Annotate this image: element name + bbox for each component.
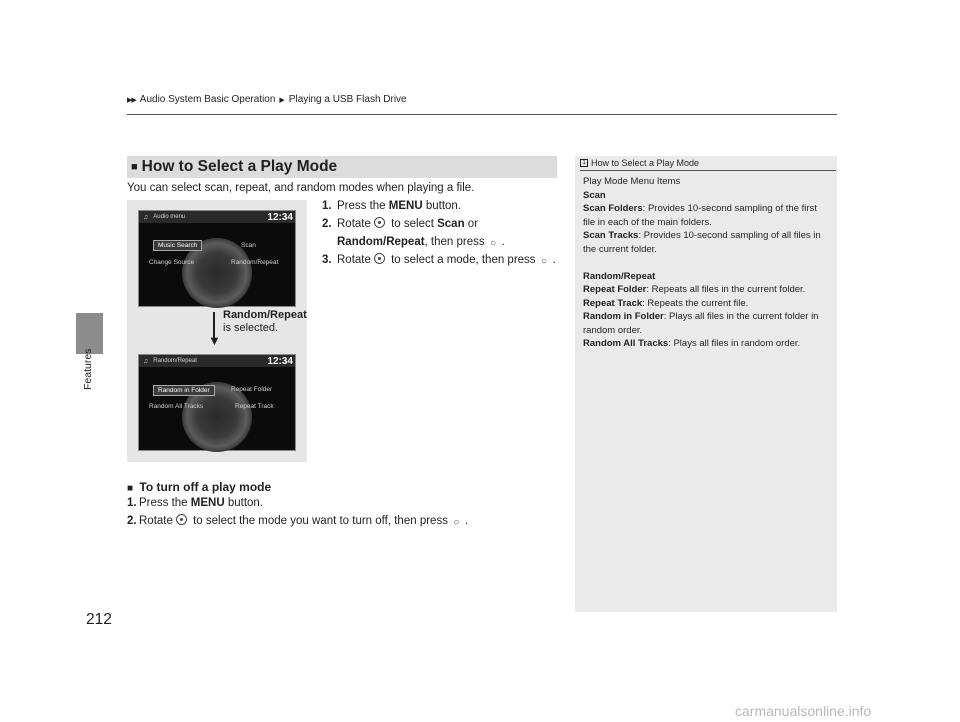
menu-repeat-track[interactable]: Repeat Track bbox=[235, 403, 274, 410]
arrow-down-icon: ▼ bbox=[208, 333, 221, 348]
selector-knob-icon bbox=[374, 217, 385, 228]
breadcrumb-current: Playing a USB Flash Drive bbox=[288, 94, 407, 105]
press-knob-icon: ○ bbox=[453, 517, 460, 528]
menu-scan[interactable]: Scan bbox=[241, 242, 256, 249]
random-repeat-screen bbox=[138, 354, 296, 451]
turn-off-steps bbox=[127, 494, 468, 530]
menu-change-source[interactable]: Change Source bbox=[149, 259, 195, 266]
header-divider bbox=[127, 114, 837, 115]
selector-knob-icon bbox=[176, 514, 187, 525]
press-knob-icon: ○ bbox=[490, 238, 497, 249]
procedure-steps bbox=[322, 197, 562, 269]
chapter-label: Features bbox=[82, 348, 94, 390]
menu-random-in-folder[interactable]: Random in Folder bbox=[153, 385, 215, 396]
clock: 12:34 bbox=[267, 356, 293, 367]
step-2: 2. Rotate to select Scan or Random/Repeat, then press ○ . bbox=[322, 218, 505, 249]
section-header bbox=[127, 156, 557, 178]
menu-music-search[interactable]: Music Search bbox=[153, 240, 202, 251]
intro-text: You can select scan, repeat, and random modes when playing a file. bbox=[127, 182, 475, 194]
menu-random-all-tracks[interactable]: Random All Tracks bbox=[149, 403, 204, 410]
step-3: 3. Rotate to select a mode, then press ○ . bbox=[322, 254, 556, 267]
turn-off-step-1: 1. Press the MENU button. bbox=[127, 497, 264, 509]
audio-menu-screen bbox=[138, 210, 296, 307]
music-note-icon: ♫ bbox=[143, 357, 149, 365]
breadcrumb-arrow-icon: ▶▶ bbox=[127, 96, 136, 104]
section-square-icon: ■ bbox=[131, 161, 138, 173]
breadcrumb bbox=[127, 94, 407, 105]
press-knob-icon: ○ bbox=[541, 256, 548, 267]
menu-repeat-folder[interactable]: Repeat Folder bbox=[231, 386, 273, 393]
page-number: 212 bbox=[86, 611, 112, 628]
watermark: carmanualsonline.info bbox=[735, 703, 872, 719]
note-divider bbox=[580, 170, 836, 171]
screen-header: Audio menu bbox=[153, 214, 186, 220]
clock: 12:34 bbox=[267, 212, 293, 223]
music-note-icon: ♫ bbox=[143, 213, 149, 221]
breadcrumb-separator-icon: ▶ bbox=[279, 96, 285, 104]
subsection-square-icon: ■ bbox=[127, 483, 134, 494]
selector-knob-icon bbox=[374, 253, 385, 264]
note-marker-icon: 1 bbox=[580, 159, 588, 167]
turn-off-step-2: 2. Rotate to select the mode you want to turn off, then press ○ . bbox=[127, 515, 469, 528]
selection-callout: Random/Repeat is selected. bbox=[223, 309, 307, 334]
step-1: 1. Press the MENU button. bbox=[322, 200, 462, 212]
screen-header: Random/Repeat bbox=[153, 358, 197, 364]
section-title: How to Select a Play Mode bbox=[141, 158, 338, 175]
note-title: 1 How to Select a Play Mode bbox=[580, 158, 699, 168]
subsection-title: ■ To turn off a play mode bbox=[127, 480, 272, 494]
menu-random-repeat[interactable]: Random/Repeat bbox=[231, 259, 279, 266]
breadcrumb-parent[interactable]: Audio System Basic Operation bbox=[139, 94, 276, 105]
note-body: Play Mode Menu Items Scan Scan Folders: Provides 10-second sampling of the first file in each of the main folders. Scan Tracks: Provides 10-second sampling of all files in the current folder. Random/Repeat Repeat Folder: Repeats all files in the current folder. Repeat Track: Repeats the current file. Random in Folder: Plays all files in the current folder in random order. Random All Tracks: Plays all files in random order. bbox=[583, 176, 821, 349]
